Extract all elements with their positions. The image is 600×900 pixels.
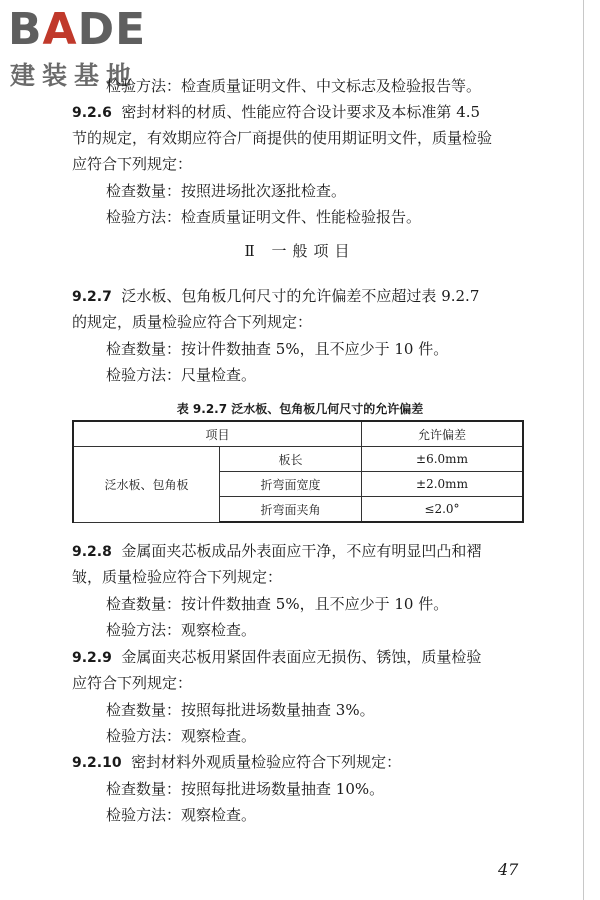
clause-926-number: 9.2.6 bbox=[72, 105, 112, 121]
header-tolerance: 允许偏差 bbox=[362, 421, 524, 447]
table-header-row bbox=[73, 421, 523, 447]
logo-subtitle: 建装基地 bbox=[10, 61, 139, 90]
clause-929-method: 检验方法：观察检查。 bbox=[106, 727, 257, 745]
clause-929-quantity: 检查数量：按照每批进场数量抽查 3%。 bbox=[106, 701, 375, 719]
clause-928-line1: 9.2.8 金属面夹芯板成品外表面应干净，不应有明显凹凸和褶 bbox=[72, 542, 482, 560]
clause-928-method: 检验方法：观察检查。 bbox=[106, 621, 257, 639]
clause-926-line1: 9.2.6 密封材料的材质、性能应符合设计要求及本标准第 4.5 bbox=[72, 103, 481, 121]
table-group-cell: 泛水板、包角板 bbox=[73, 447, 220, 523]
section-title: Ⅱ 一般项目 bbox=[244, 242, 356, 260]
clause-927-method: 检验方法：尺量检查。 bbox=[106, 366, 257, 384]
clause-926-line3: 应符合下列规定： bbox=[72, 155, 193, 173]
tolerance-table bbox=[72, 420, 524, 523]
table-cell-tol: ±6.0mm bbox=[362, 447, 524, 472]
clause-928-number: 9.2.8 bbox=[72, 544, 112, 560]
table-cell-tol: ≤2.0° bbox=[362, 497, 524, 523]
clause-928-quantity: 检查数量：按计件数抽查 5%，且不应少于 10 件。 bbox=[106, 595, 449, 613]
page-number: 47 bbox=[498, 860, 519, 879]
table-cell-name: 折弯面夹角 bbox=[220, 497, 362, 523]
clause-927-line1: 9.2.7 泛水板、包角板几何尺寸的允许偏差不应超过表 9.2.7 bbox=[72, 287, 480, 305]
clause-928-line2: 皱，质量检验应符合下列规定： bbox=[72, 568, 283, 586]
clause-929-line2: 应符合下列规定： bbox=[72, 674, 193, 692]
header-item: 项目 bbox=[73, 421, 362, 447]
clause-9210-line1: 9.2.10 密封材料外观质量检验应符合下列规定： bbox=[72, 753, 402, 771]
table-row bbox=[73, 447, 523, 472]
clause-9210-method: 检验方法：观察检查。 bbox=[106, 806, 257, 824]
clause-927-line2: 的规定，质量检验应符合下列规定： bbox=[72, 313, 313, 331]
clause-9210-number: 9.2.10 bbox=[72, 755, 122, 771]
clause-926-method: 检验方法：检查质量证明文件、性能检验报告。 bbox=[106, 208, 422, 226]
clause-9210-quantity: 检查数量：按照每批进场数量抽查 10%。 bbox=[106, 780, 385, 798]
table-cell-name: 板长 bbox=[220, 447, 362, 472]
table-caption: 表 9.2.7 泛水板、包角板几何尺寸的允许偏差 bbox=[176, 402, 424, 416]
clause-929-line1: 9.2.9 金属面夹芯板用紧固件表面应无损伤、锈蚀，质量检验 bbox=[72, 648, 482, 666]
table-cell-tol: ±2.0mm bbox=[362, 472, 524, 497]
page-edge bbox=[583, 0, 584, 900]
table-cell-name: 折弯面宽度 bbox=[220, 472, 362, 497]
clause-929-number: 9.2.9 bbox=[72, 650, 112, 666]
clause-926-quantity: 检查数量：按照进场批次逐批检查。 bbox=[106, 182, 347, 200]
line-method-top: 检验方法：检查质量证明文件、中文标志及检验报告等。 bbox=[106, 77, 482, 95]
clause-927-number: 9.2.7 bbox=[72, 289, 112, 305]
clause-926-line2: 节的规定，有效期应符合厂商提供的使用期证明文件，质量检验 bbox=[72, 129, 493, 147]
logo-wordmark: BADE bbox=[8, 4, 147, 55]
clause-927-quantity: 检查数量：按计件数抽查 5%，且不应少于 10 件。 bbox=[106, 340, 449, 358]
